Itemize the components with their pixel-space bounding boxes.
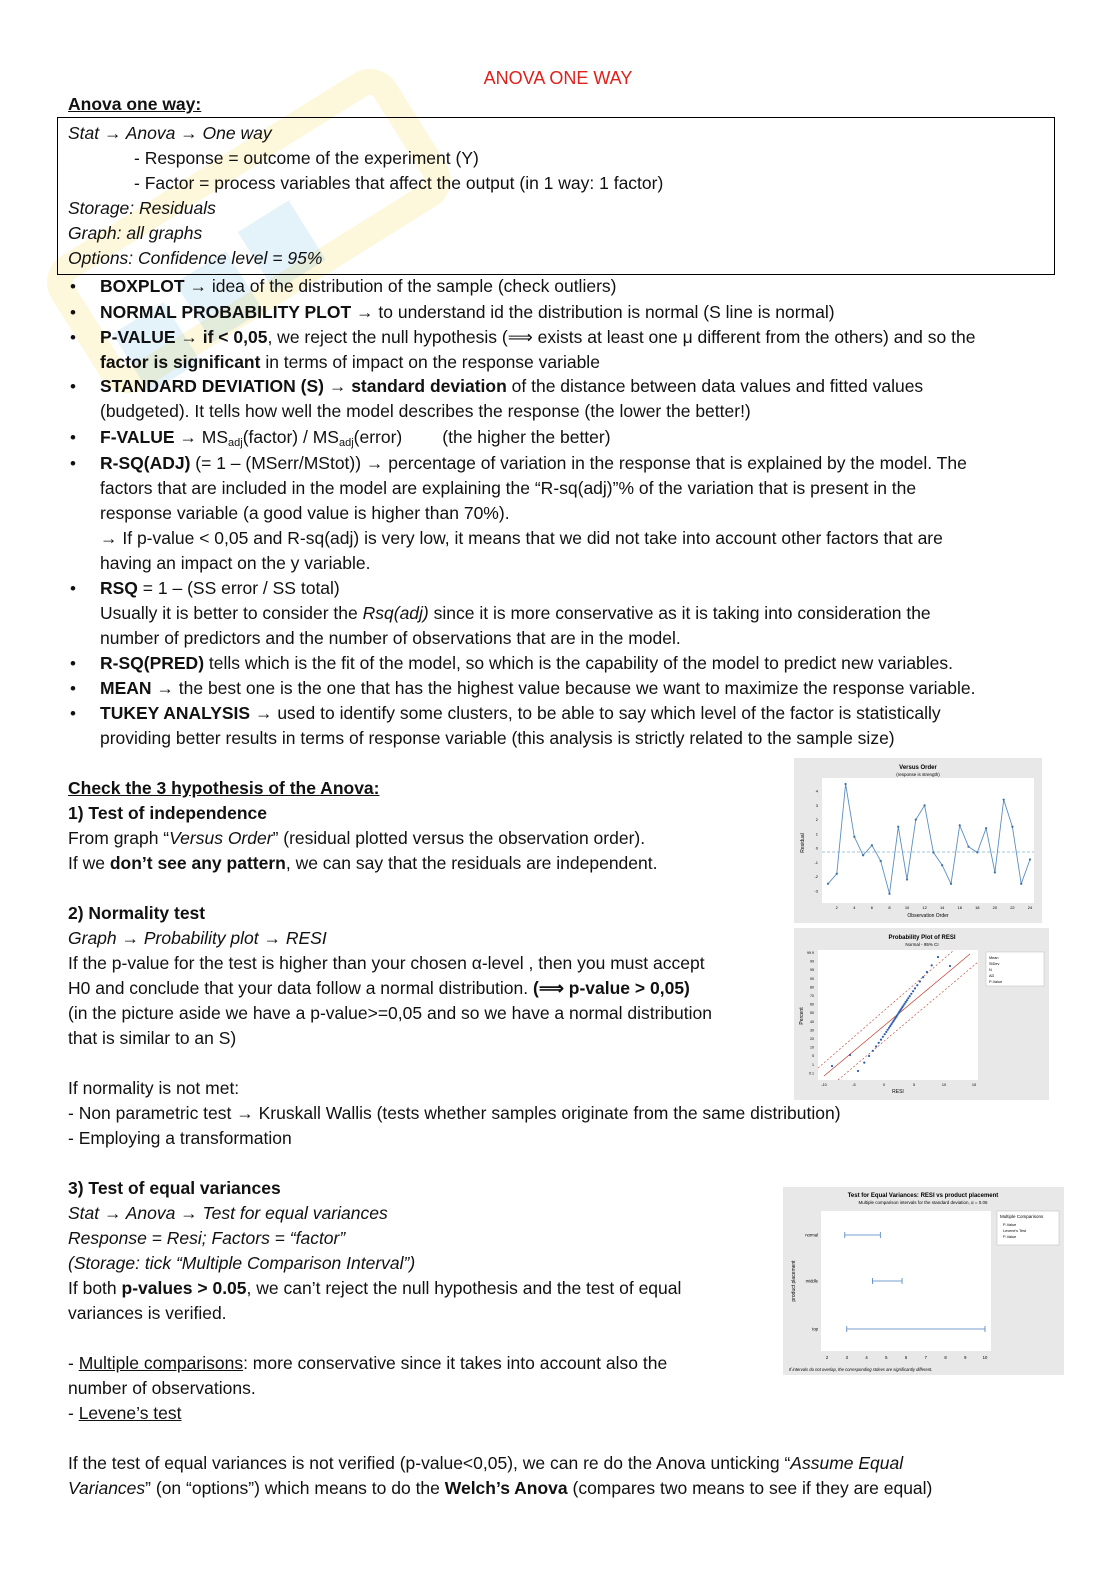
residual-point [1029,858,1031,860]
probability-plot-title: Probability Plot of RESI [888,935,956,941]
procedure-box [57,117,1055,275]
normality-line-7: - Employing a transformation [68,1128,292,1148]
category-label: normal [805,1232,818,1238]
welch-line-2: Variances” (on “options”) which means to do the Welch’s Anova (compares two means to see if they are equal) [68,1478,933,1498]
probability-point [868,1055,870,1057]
probability-point [907,997,909,999]
residual-point [1020,883,1022,885]
section-heading-hypotheses: Check the 3 hypothesis of the Anova: [68,778,380,798]
probability-point [926,971,928,973]
x-tick-label: 2 [835,905,838,910]
y-tick-label: 2 [815,817,818,823]
probability-plot-ylabel: Percent [799,1007,805,1025]
residual-point [950,883,952,885]
residual-point [844,783,846,785]
versus-order-ylabel: Residual [800,833,806,853]
residual-point [967,846,969,848]
storage-note: Storage: Residuals [68,198,216,218]
probability-point [949,965,951,967]
probability-point [914,987,916,989]
x-tick-label: -10 [821,1083,827,1087]
x-tick-label: 10 [982,1355,988,1360]
bullet-boxplot: BOXPLOT → idea of the distribution of the sample (check outliers) [100,276,617,296]
section-heading-anova: Anova one way: [68,94,202,114]
probability-point [916,984,918,986]
legend-label: P-Value [989,980,1003,984]
residual-point [932,851,934,853]
equal-variances-chart-subtitle: Multiple comparison intervals for the standard deviation, α = 0.05 [858,1200,988,1205]
x-tick-label: 6 [870,905,874,910]
x-tick-label: 5 [912,1083,916,1087]
residual-point [827,883,829,885]
residual-point [897,826,899,828]
residual-point [976,851,978,853]
x-tick-label: 16 [957,905,962,910]
residual-point [985,827,987,829]
residual-point [915,819,917,821]
y-tick-label: 1 [812,1062,814,1067]
equal-variances-line-5: variances is verified. [68,1303,227,1323]
legend-label: AD [989,974,995,978]
x-tick-label: 10 [904,905,910,910]
versus-order-title: Versus Order [899,765,937,771]
x-tick-label: 4 [853,905,856,910]
equal-variances-response: Response = Resi; Factors = “factor” [68,1228,346,1248]
x-tick-label: 22 [1010,905,1015,910]
x-tick-label: 15 [971,1083,977,1087]
equal-variances-chart-title: Test for Equal Variances: RESI vs product placement [847,1193,999,1199]
y-tick-label: -1 [814,859,818,865]
residual-point [994,871,996,873]
x-tick-label: -5 [852,1083,856,1087]
x-tick-label: 24 [1027,905,1033,910]
residual-point [906,878,908,880]
y-tick-label: 95 [810,968,814,973]
x-tick-label: 6 [904,1355,908,1360]
y-tick-label: -2 [814,874,818,880]
x-tick-label: 2 [825,1355,829,1360]
residual-point [1011,826,1013,828]
residual-point [862,854,864,856]
category-label: top [812,1326,818,1332]
versus-order-subtitle: (response is strength) [896,772,940,777]
equal-variances-title: 3) Test of equal variances [68,1178,281,1198]
x-tick-label: 20 [992,905,998,910]
page-title: ANOVA ONE WAY [483,68,633,88]
equal-variances-path: Stat → Anova → Test for equal variances [68,1203,388,1223]
normality-path: Graph → Probability plot → RESI [68,928,327,948]
versus-order-figure [794,758,1042,923]
x-tick-label: 7 [924,1355,927,1360]
bullet-r-sq-pred: R-SQ(PRED) tells which is the fit of the model, so which is the capability of the model to predict new variables. [100,653,954,673]
probability-point [884,1033,886,1035]
y-tick-label: 40 [810,1019,814,1024]
probability-point [882,1036,884,1038]
probability-point [937,956,939,958]
probability-point [887,1029,889,1031]
probability-point [905,1001,907,1003]
probability-point [912,990,914,992]
residual-point [941,864,943,866]
category-label: middle [805,1278,818,1284]
residual-point [924,804,926,806]
bullet-rsq: RSQ = 1 – (SS error / SS total) Usually it is better to consider the Rsq(adj) since it is more conservative as it is taking into consideration the number of predictors and the number of observations that are in the model. [100,578,931,648]
probability-point [888,1027,890,1029]
x-tick-label: 8 [944,1355,947,1360]
x-tick-label: 3 [845,1355,848,1360]
bullet-r-sq-adj: R-SQ(ADJ) (= 1 – (MSerr/MStot)) → percentage of variation in the response that is explained by the model. The factors that are included in the model are explaining the “R-sq(adj)”% of the variation that is present in the response variable (a good value is higher than 70%). → If p-value < 0,05 and R-sq(adj) is very low, it means that we did not take into account other factors that are having an impact on the y variable. [100,453,967,573]
residual-point [871,844,873,846]
test-independence-title: 1) Test of independence [68,803,268,823]
response-note: - Response = outcome of the experiment (Y) [134,148,479,168]
x-tick-label: 18 [975,905,980,910]
x-tick-label: 4 [865,1355,868,1360]
y-tick-label: 99.9 [807,951,814,955]
y-tick-label: -3 [814,888,818,894]
x-tick-label: 14 [939,905,945,910]
y-tick-label: 3 [815,802,818,808]
multiple-comparisons-line-2: number of observations. [68,1378,256,1398]
normality-test-title: 2) Normality test [68,903,206,923]
y-tick-label: 30 [810,1028,814,1033]
y-tick-label: 5 [812,1054,814,1059]
probability-point [909,995,911,997]
welch-line-1: If the test of equal variances is not verified (p-value<0,05), we can re do the Anova unticking “Assume Equal [68,1453,904,1473]
legend-line: P-Value [1003,1235,1017,1239]
equal-variances-ylabel: product placement [791,1260,797,1302]
normality-line-3: (in the picture aside we have a p-value>=0,05 and so we have a normal distribution [68,1003,713,1023]
y-tick-label: 4 [815,788,818,794]
y-tick-label: 20 [810,1037,814,1041]
normality-line-2: H0 and conclude that your data follow a normal distribution. (⟹ p-value > 0,05) [68,978,690,998]
probability-point [831,1065,833,1067]
equal-variances-figure [783,1187,1064,1375]
bullet-tukey: TUKEY ANALYSIS → used to identify some clusters, to be able to say which level of the factor is statistically providing better results in terms of response variable (this analysis is strictly related to the sample size) [100,703,941,748]
probability-point [872,1050,874,1052]
residual-point [959,824,961,826]
legend-line: P-Value [1003,1223,1017,1227]
bullet-standard-deviation: STANDARD DEVIATION (S) → standard deviation of the distance between data values and fitted values (budgeted). It tells how well the model describes the response (the lower the better!) [100,376,924,421]
x-tick-label: 9 [964,1355,967,1360]
versus-order-xlabel: Observation Order [907,913,949,919]
probability-point [906,999,908,1001]
y-tick-label: 80 [810,985,814,990]
y-tick-label: 70 [810,994,814,998]
probability-point [880,1039,882,1041]
graph-note: Graph: all graphs [68,223,203,243]
independence-line-2: If we don’t see any pattern, we can say that the residuals are independent. [68,853,658,873]
factor-note: - Factor = process variables that affect the output (in 1 way: 1 factor) [134,173,664,193]
probability-plot-xlabel: RESI [892,1089,904,1095]
y-tick-label: 50 [810,1011,814,1016]
residual-point [1003,799,1005,801]
normality-line-4: that is similar to an S) [68,1028,237,1048]
equal-variances-legend-title: Multiple Comparisons [1000,1214,1044,1219]
x-tick-label: 10 [941,1083,947,1087]
equal-variances-storage: (Storage: tick “Multiple Comparison Interval”) [68,1253,416,1273]
residual-point [880,860,882,862]
probability-plot-subtitle: Normal - 95% CI [905,942,939,947]
legend-label: Mean [989,956,999,960]
bullet-mean: MEAN → the best one is the one that has the highest value because we want to maximize the response variable. [100,678,976,698]
probability-point [931,964,933,966]
residual-point [888,893,890,895]
y-tick-label: 90 [810,976,814,981]
y-tick-label: 10 [810,1045,814,1050]
x-tick-label: 12 [922,905,927,910]
legend-line: Levene's Test [1003,1229,1027,1233]
y-tick-label: 0 [815,845,818,851]
residual-point [853,836,855,838]
equal-variances-footnote: If intervals do not overlap, the corresponding stdevs are significantly different. [789,1367,933,1372]
normality-line-6: - Non parametric test → Kruskall Wallis (tests whether samples originate from the same distribution) [68,1103,841,1123]
probability-point [919,980,921,982]
independence-line-1: From graph “Versus Order” (residual plotted versus the observation order). [68,828,646,848]
bullet-normal-probability: NORMAL PROBABILITY PLOT → to understand id the distribution is normal (S line is normal) [100,302,835,322]
probability-point [922,976,924,978]
probability-point [849,1054,851,1056]
probability-point [863,1062,865,1064]
y-tick-label: 99 [810,959,814,964]
legend-label: N [989,968,992,972]
x-tick-label: 5 [885,1355,888,1360]
x-tick-label: 8 [888,905,891,910]
residual-point [836,873,838,875]
normality-line-1: If the p-value for the test is higher than your chosen α-level , then you must accept [68,953,705,973]
levene-line: - Levene’s test [68,1403,182,1423]
bullet-f-value: F-VALUE → $MS_{adj}(factor)$ / $MS_{adj}(error)$ (the higher the better) [100,427,611,449]
normality-line-5: If normality is not met: [68,1078,240,1098]
multiple-comparisons-line: - Multiple comparisons: more conservative since it takes into account also the [68,1353,668,1373]
x-tick-label: 0 [882,1083,886,1087]
probability-point [910,993,912,995]
equal-variances-line-4: If both p-values > 0.05, we can’t reject the null hypothesis and the test of equal [68,1278,682,1298]
probability-point [857,1070,859,1072]
legend-label: StDev [989,962,1000,966]
probability-point [875,1045,877,1047]
y-tick-label: 0.1 [809,1071,814,1076]
options-note: Options: Confidence level = 95% [68,248,323,268]
probability-point [885,1031,887,1033]
probability-point [878,1042,880,1044]
y-tick-label: 1 [815,831,818,837]
menu-path: Stat → Anova → One way [68,123,272,143]
y-tick-label: 60 [810,1002,814,1007]
probability-plot-figure [794,928,1049,1100]
bullet-p-value: P-VALUE → if < 0,05, we reject the null hypothesis (⟹ exists at least one μ different from the others) and so the factor is significant in terms of impact on the response variable [100,327,976,372]
